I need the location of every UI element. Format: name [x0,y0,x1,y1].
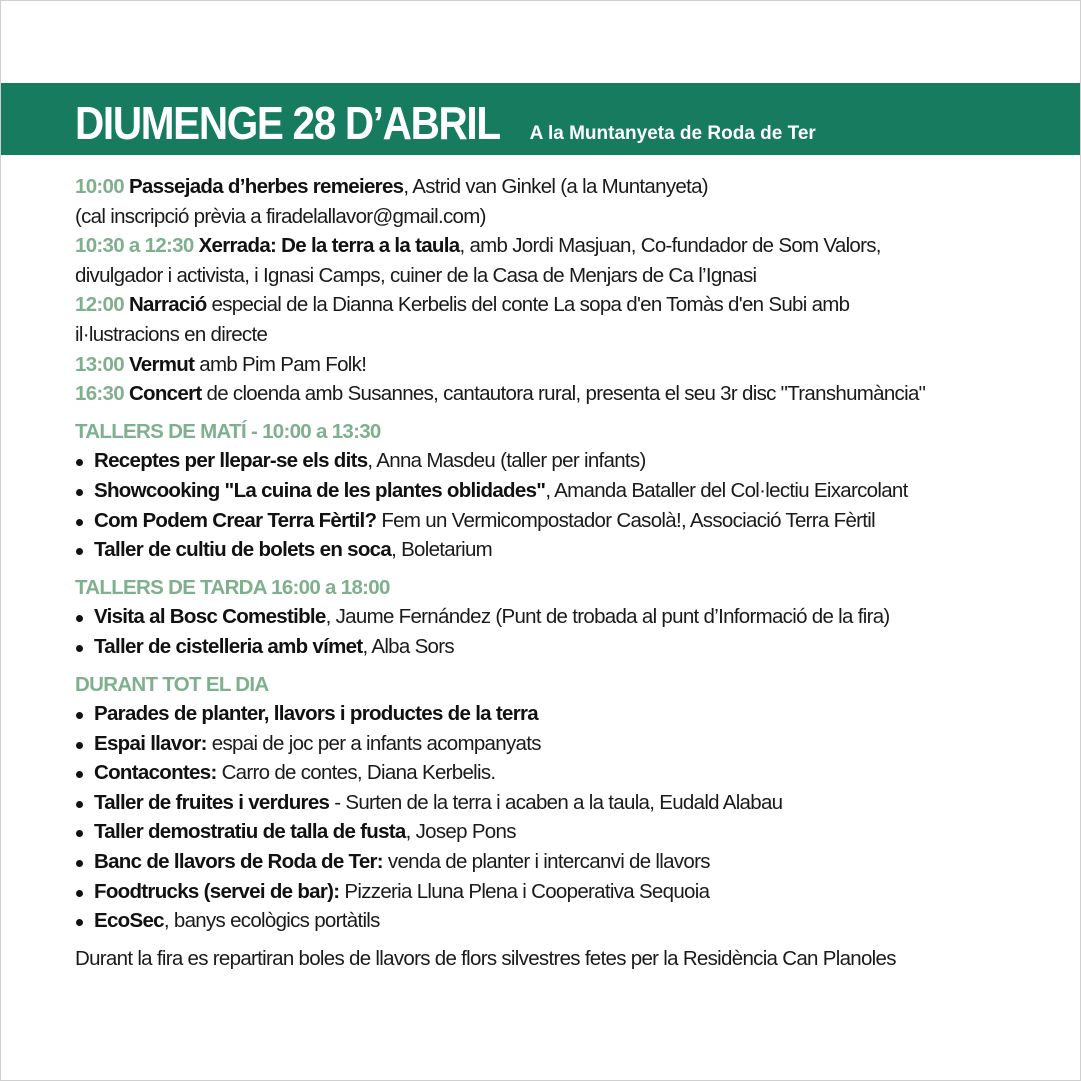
list-item [75,446,1075,476]
schedule-time: 13:00 [75,352,124,376]
item-detail: , Jaume Fernández (Punt de trobada al punt d’Informació de la fira) [325,605,890,629]
item-detail: - Surten de la terra i acaben a la taula, Eudald Alabau [329,790,783,814]
item-detail: Carro de contes, Diana Kerbelis. [216,761,496,785]
list-item [75,788,1075,818]
schedule-detail: especial de la Dianna Kerbelis del conte La sopa d'en Tomàs d'en Subi amb [206,293,850,317]
item-title: Taller de cistelleria amb vímet [94,634,363,658]
tallers-tarda-list [75,602,1075,661]
schedule-item [75,172,1075,202]
item-title: Taller de cultiu de bolets en soca [94,538,392,562]
item-detail: Fem un Vermicompostador Casolà!, Associació Terra Fèrtil [376,508,875,532]
list-item [75,877,1075,907]
item-title: Espai llavor: [94,731,207,755]
list-item [75,758,1075,788]
schedule-detail: , Astrid van Ginkel (a la Muntanyeta) [403,175,708,198]
list-item [75,476,1075,506]
schedule-time: 12:00 [75,293,124,317]
item-title: Com Podem Crear Terra Fèrtil? [94,508,377,532]
schedule-time: 10:00 [75,175,124,198]
item-detail: , banys ecològics portàtils [163,909,380,933]
schedule-time: 10:30 a 12:30 [75,234,194,258]
schedule-item-continuation: il·lustracions en directe [75,322,268,346]
tot-el-dia-list [75,699,1075,936]
item-detail: Pizzeria Lluna Plena i Cooperativa Sequoia [339,879,710,903]
schedule-title: Passejada d’herbes remeieres [128,175,404,198]
list-item [75,906,1075,936]
header-banner [1,83,1080,155]
item-detail: , Amanda Bataller del Col·lectiu Eixarcolant [545,478,908,502]
item-title: Visita al Bosc Comestible [94,605,326,629]
schedule-title: Vermut [128,352,195,376]
list-item [75,535,1075,565]
schedule-time: 16:30 [75,382,124,406]
item-detail: espai de joc per a infants acompanyats [206,731,541,755]
item-title: Banc de llavors de Roda de Ter: [94,850,383,874]
list-item [75,817,1075,847]
item-title: Taller de fruites i verdures [94,790,330,814]
list-item [75,506,1075,536]
schedule-item [75,290,1075,320]
schedule-title: Narració [128,293,207,317]
list-item [75,632,1075,662]
page-subtitle: A la Muntanyeta de Roda de Ter [529,123,816,144]
section-heading-tallers-mati: TALLERS DE MATÍ - 10:00 a 13:30 [75,419,381,443]
schedule-item-continuation: divulgador i activista, i Ignasi Camps, cuiner de la Casa de Menjars de Ca l’Ignasi [75,263,757,287]
schedule-detail: , amb Jordi Masjuan, Co-fundador de Som Valors, [459,234,881,258]
schedule-detail: amb Pim Pam Folk! [194,352,367,376]
program-content [75,172,1075,973]
item-detail: , Boletarium [391,538,493,562]
page-title: DIUMENGE 28 D’ABRIL [75,97,500,149]
list-item [75,699,1075,729]
schedule-list [75,172,1075,409]
schedule-item-continuation: (cal inscripció prèvia a firadelallavor@gmail.com) [75,204,486,228]
schedule-title: Xerrada: De la terra a la taula [198,234,460,258]
item-title: EcoSec [94,909,164,933]
schedule-title: Concert [128,382,202,406]
item-title: Taller demostratiu de talla de fusta [94,820,406,844]
item-detail: venda de planter i intercanvi de llavors [382,850,710,874]
item-detail: , Anna Masdeu (taller per infants) [367,449,646,473]
item-title: Foodtrucks (servei de bar): [94,879,340,903]
schedule-detail: de cloenda amb Susannes, cantautora rural, presenta el seu 3r disc "Transhumància" [201,382,926,406]
schedule-item [75,379,1075,409]
list-item [75,729,1075,759]
schedule-item [75,350,1075,380]
list-item [75,602,1075,632]
list-item [75,847,1075,877]
item-title: Parades de planter, llavors i productes de la terra [94,702,538,726]
item-detail: , Alba Sors [362,634,454,658]
schedule-item [75,231,1075,261]
tallers-mati-list [75,446,1075,564]
item-title: Receptes per llepar-se els dits [94,449,368,473]
section-heading-tot-el-dia: DURANT TOT EL DIA [75,672,269,696]
footer-note: Durant la fira es repartiran boles de llavors de flors silvestres fetes per la Residència Can Planoles [75,946,896,970]
item-detail: , Josep Pons [405,820,516,844]
section-heading-tallers-tarda: TALLERS DE TARDA 16:00 a 18:00 [75,575,390,599]
item-title: Showcooking "La cuina de les plantes oblidades" [94,478,546,502]
item-title: Contacontes: [94,761,217,785]
